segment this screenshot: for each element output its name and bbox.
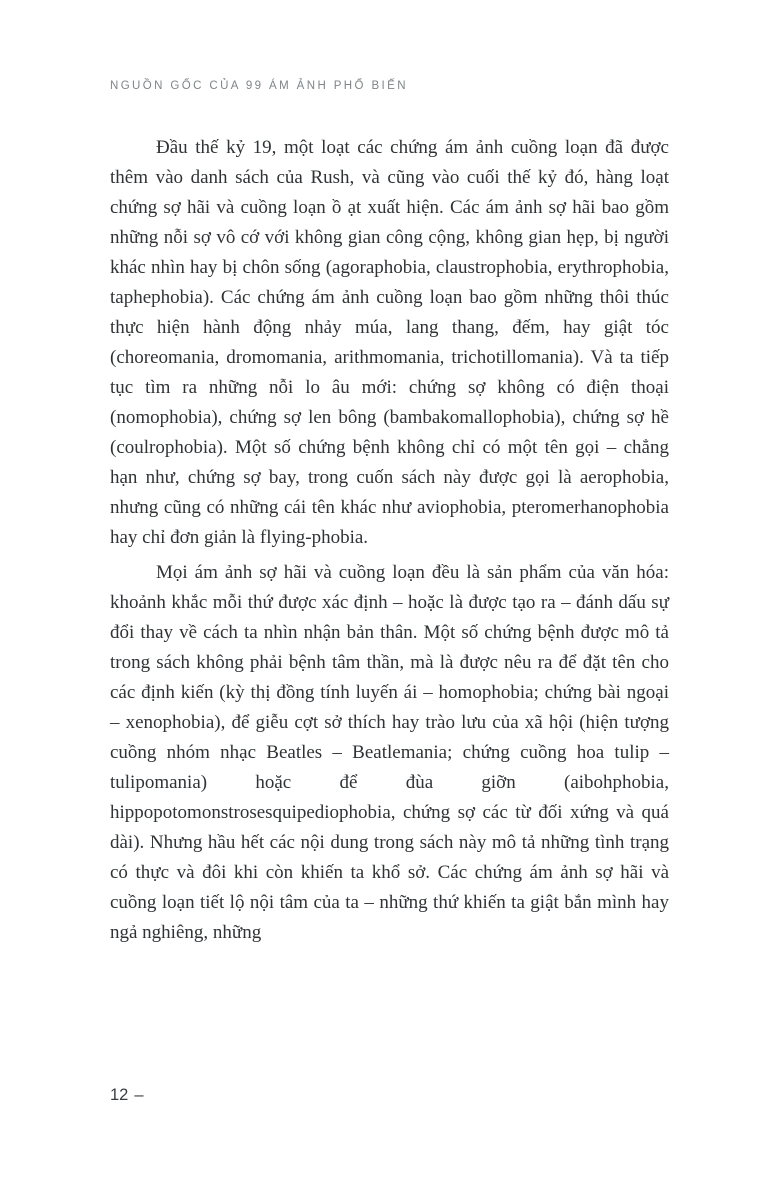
footer-dash: –	[134, 1086, 144, 1104]
paragraph: Mọi ám ảnh sợ hãi và cuồng loạn đều là sản phẩm của văn hóa: khoảnh khắc mỗi thứ được xác định – hoặc là được tạo ra – đánh dấu sự đổi thay về cách ta nhìn nhận bản thân. Một số chứng bệnh được mô tả trong sách không phải bệnh tâm thần, mà là được nêu ra để đặt tên cho các định kiến (kỳ thị đồng tính luyến ái – homophobia; chứng bài ngoại – xenophobia), để giễu cợt sở thích hay trào lưu của xã hội (hiện tượng cuồng nhóm nhạc Beatles – Beatlemania; chứng cuồng hoa tulip – tulipomania) hoặc để đùa giỡn (aibohphobia, hippopotomonstrosesquipediophobia, chứng sợ các từ đối xứng và quá dài). Nhưng hầu hết các nội dung trong sách này mô tả những tình trạng có thực và đôi khi còn khiến ta khổ sở. Các chứng ám ảnh sợ hãi và cuồng loạn tiết lộ nội tâm của ta – những thứ khiến ta giật bắn mình hay ngả nghiêng, những	[110, 562, 669, 943]
paragraph: Đầu thế kỷ 19, một loạt các chứng ám ảnh cuồng loạn đã được thêm vào danh sách của Rush, và cũng vào cuối thế kỷ đó, hàng loạt chứng sợ hãi và cuồng loạn ồ ạt xuất hiện. Các ám ảnh sợ hãi bao gồm những nỗi sợ vô cớ với không gian công cộng, không gian hẹp, bị người khác nhìn hay bị chôn sống (agoraphobia, claustrophobia, erythrophobia, taphephobia). Các chứng ám ảnh cuồng loạn bao gồm những thôi thúc thực hiện hành động nhảy múa, lang thang, đếm, hay giật tóc (choreomania, dromomania, arithmomania, trichotillomania). Và ta tiếp tục tìm ra những nỗi lo âu mới: chứng sợ không có điện thoại (nomophobia), chứng sợ len bông (bambakomallophobia), chứng sợ hề (coulrophobia). Một số chứng bệnh không chỉ có một tên gọi – chẳng hạn như, chứng sợ bay, trong cuốn sách này được gọi là aerophobia, nhưng cũng có những cái tên khác như aviophobia, pteromerhanophobia hay chỉ đơn giản là flying-phobia.	[110, 137, 669, 548]
page-body	[110, 133, 669, 948]
page-footer	[110, 1086, 144, 1105]
page-number: 12	[110, 1086, 129, 1104]
running-header: NGUỒN GỐC CỦA 99 ÁM ẢNH PHỔ BIẾN	[110, 80, 408, 92]
